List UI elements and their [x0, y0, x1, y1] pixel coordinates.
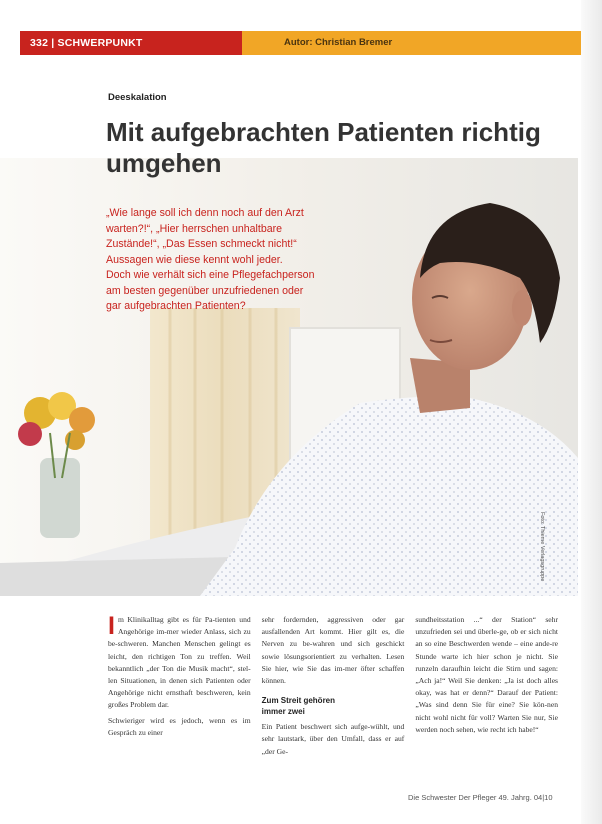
lead-line: Doch wie verhält sich eine Pflegefachperson — [106, 269, 315, 281]
paragraph: Schwieriger wird es jedoch, wenn es im Gespräch zu einer — [108, 715, 251, 737]
body-column-2 — [262, 614, 405, 784]
article-lead — [106, 206, 376, 315]
paragraph: Ein Patient beschwert sich aufge-wühlt, und sehr lautstark, über den Umfall, dass er auf „der Ge- — [261, 722, 405, 756]
drop-cap: I — [108, 612, 115, 640]
page-footer: Die Schwester Der Pfleger 49. Jahrg. 04|10 — [408, 793, 553, 802]
author-label: Autor: Christian Bremer — [242, 31, 590, 55]
lead-line: Aussagen wie diese kennt wohl jeder. — [106, 253, 283, 266]
lead-line: Zustände!“, „Das Essen schmeckt nicht!“ — [106, 238, 297, 250]
body-column-3 — [415, 614, 558, 784]
lead-line: am besten gegenüber unzufriedenen oder — [106, 284, 304, 297]
article-body — [108, 614, 558, 784]
lead-line: warten?!“, „Hier herrschen unhaltbare — [106, 222, 283, 235]
article-title: Mit aufgebrachten Patienten richtig umgehen — [106, 117, 541, 178]
section-label: 332 | SCHWERPUNKT — [20, 31, 242, 55]
page-edge — [581, 0, 602, 824]
body-column-1 — [108, 614, 251, 784]
paragraph: Im Klinikalltag gibt es für Pa-tienten und Angehörige im-mer wieder Anlass, sich zu be-schweren. Manchen Menschen gelingt es leicht, den richtigen Ton zu treffen. Weil bekanntlich „der Ton die Musik macht“, stel-len Situationen, in denen sich Patienten oder Angehörige nicht ernsthaft beschweren, kein großes Problem dar. — [108, 612, 251, 710]
lead-line: „Wie lange soll ich denn noch auf den Arzt — [106, 207, 304, 219]
header-bar — [20, 31, 590, 55]
paragraph: sehr fordernden, aggressiven oder gar ausfallenden Art kommt. Hier gilt es, die Nerven zu be-wahren und sich geschickt sowie lösungsorientiert zu verhalten. Lesen Sie hier, wie Sie das im-mer öfter schaffen können. — [261, 615, 405, 686]
subheading: Zum Streit gehören immer zwei — [261, 696, 336, 717]
article-kicker: Deeskalation — [108, 92, 167, 103]
photo-credit: Foto: Thieme Verlagsgruppe — [539, 512, 545, 582]
lead-line: gar aufgebrachten Patienten? — [106, 300, 246, 312]
paragraph: sundheitsstation ...“ der Station“ sehr unzufrieden sei und überle-ge, ob er sich nicht an so eine Beschwerden wende – eine ande-re Stunde warte ich hier schon je nicht. Sie runzeln daraufhin leicht die Stirn und sagen: „Ach ja!“ Weil Sie denken: „Ja ist doch alles okay, was hat er denn?“ Darauf der Patient: „Was sind denn Sie für eine? Sie kön-nen nicht wohl nicht für voll? Warten Sie nur, Sie werden noch sehen, wie recht ich habe!“ — [415, 615, 559, 734]
